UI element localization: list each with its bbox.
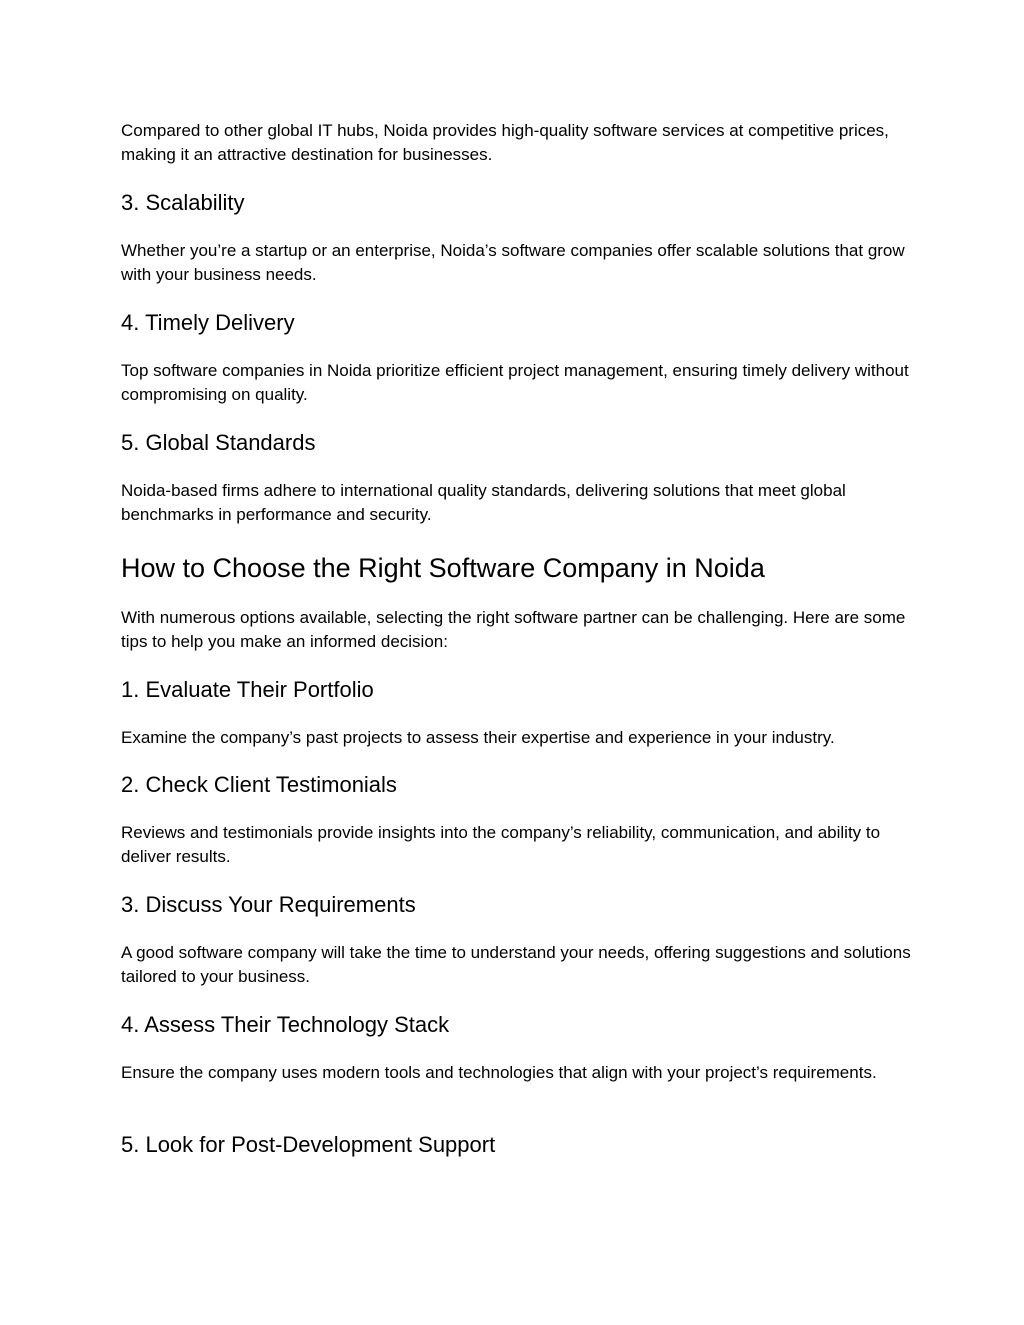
- heading-global-standards: 5. Global Standards: [121, 430, 316, 455]
- paragraph-global-standards: Noida-based firms adhere to international quality standards, delivering solutions that meet global benchmarks in performance and security.: [121, 481, 846, 524]
- section-heading-how-to-choose: How to Choose the Right Software Company in Noida: [121, 553, 765, 583]
- heading-timely-delivery: 4. Timely Delivery: [121, 310, 295, 335]
- heading-client-testimonials: 2. Check Client Testimonials: [121, 772, 397, 797]
- paragraph-evaluate-portfolio: Examine the company’s past projects to assess their expertise and experience in your industry.: [121, 728, 835, 747]
- paragraph-how-to-choose-intro: With numerous options available, selecting the right software partner can be challenging. Here are some tips to help you make an informed decision:: [121, 608, 906, 651]
- paragraph-client-testimonials: Reviews and testimonials provide insights into the company’s reliability, communication, and ability to deliver results.: [121, 823, 881, 866]
- heading-technology-stack: 4. Assess Their Technology Stack: [121, 1012, 450, 1037]
- paragraph-timely-delivery: Top software companies in Noida prioritize efficient project management, ensuring timely delivery without compromising on quality.: [121, 361, 909, 404]
- paragraph-technology-stack: Ensure the company uses modern tools and technologies that align with your project’s requirements.: [121, 1063, 877, 1082]
- paragraph-cost-effectiveness: Compared to other global IT hubs, Noida provides high-quality software services at competitive prices, making it an attractive destination for businesses.: [121, 121, 889, 164]
- paragraph-discuss-requirements: A good software company will take the time to understand your needs, offering suggestions and solutions tailored to your business.: [121, 943, 911, 986]
- heading-post-development-support: 5. Look for Post-Development Support: [121, 1132, 496, 1157]
- heading-discuss-requirements: 3. Discuss Your Requirements: [121, 892, 416, 917]
- paragraph-scalability: Whether you’re a startup or an enterprise, Noida’s software companies offer scalable solutions that grow with your business needs.: [121, 241, 905, 284]
- heading-scalability: 3. Scalability: [121, 190, 245, 215]
- heading-evaluate-portfolio: 1. Evaluate Their Portfolio: [121, 677, 374, 702]
